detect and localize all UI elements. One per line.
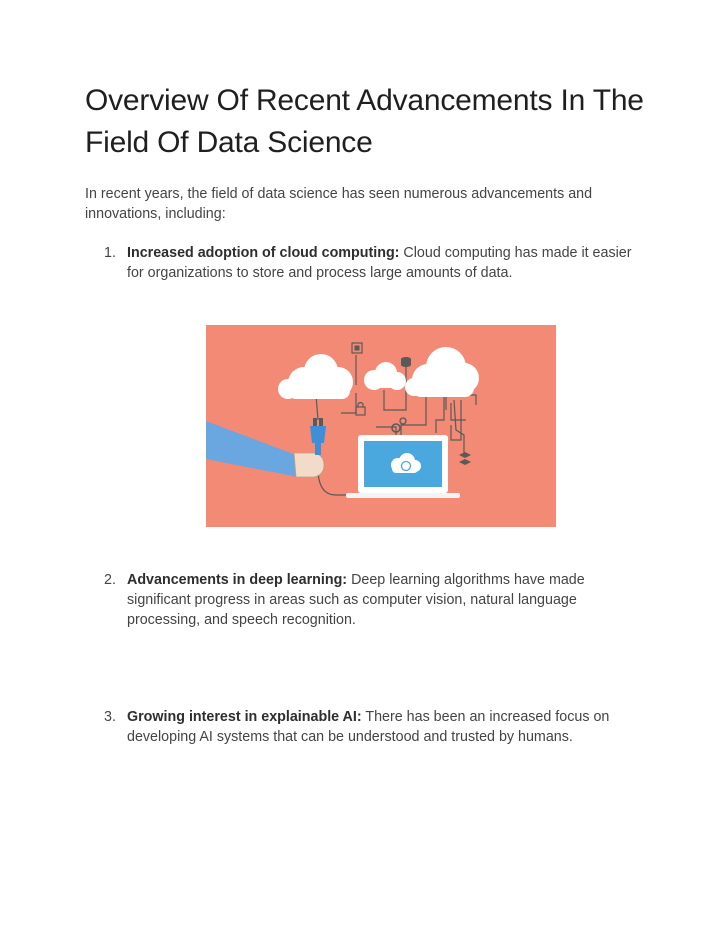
list-item-text [127,707,644,747]
page-title: Overview Of Recent Advancements In The Field Of Data Science [85,84,644,159]
list-item [104,570,644,630]
list-item-body: Cloud computing has made it easier for organizations to store and process large amounts of data. [127,245,632,281]
list-item-text [127,570,644,630]
list-number: 1. [104,245,116,261]
list-number: 2. [104,572,116,588]
list-item-text [127,243,644,283]
list-item-body: There has been an increased focus on developing AI systems that can be understood and trusted by humans. [127,709,610,745]
list-item [104,243,644,283]
laptop-icon [346,435,460,498]
list-item-heading: Growing interest in explainable AI: [127,709,362,725]
list-item-heading: Increased adoption of cloud computing: [127,245,400,261]
list-item-body: Deep learning algorithms have made significant progress in areas such as computer vision, natural language processing, and speech recognition. [127,572,585,628]
intro-paragraph: In recent years, the field of data science has seen numerous advancements and innovations, including: [85,186,593,222]
list-number: 3. [104,709,116,725]
list-item-heading: Advancements in deep learning: [127,572,348,588]
cloud-computing-illustration [206,325,556,527]
database-icon [401,357,411,367]
list-item [104,707,644,747]
